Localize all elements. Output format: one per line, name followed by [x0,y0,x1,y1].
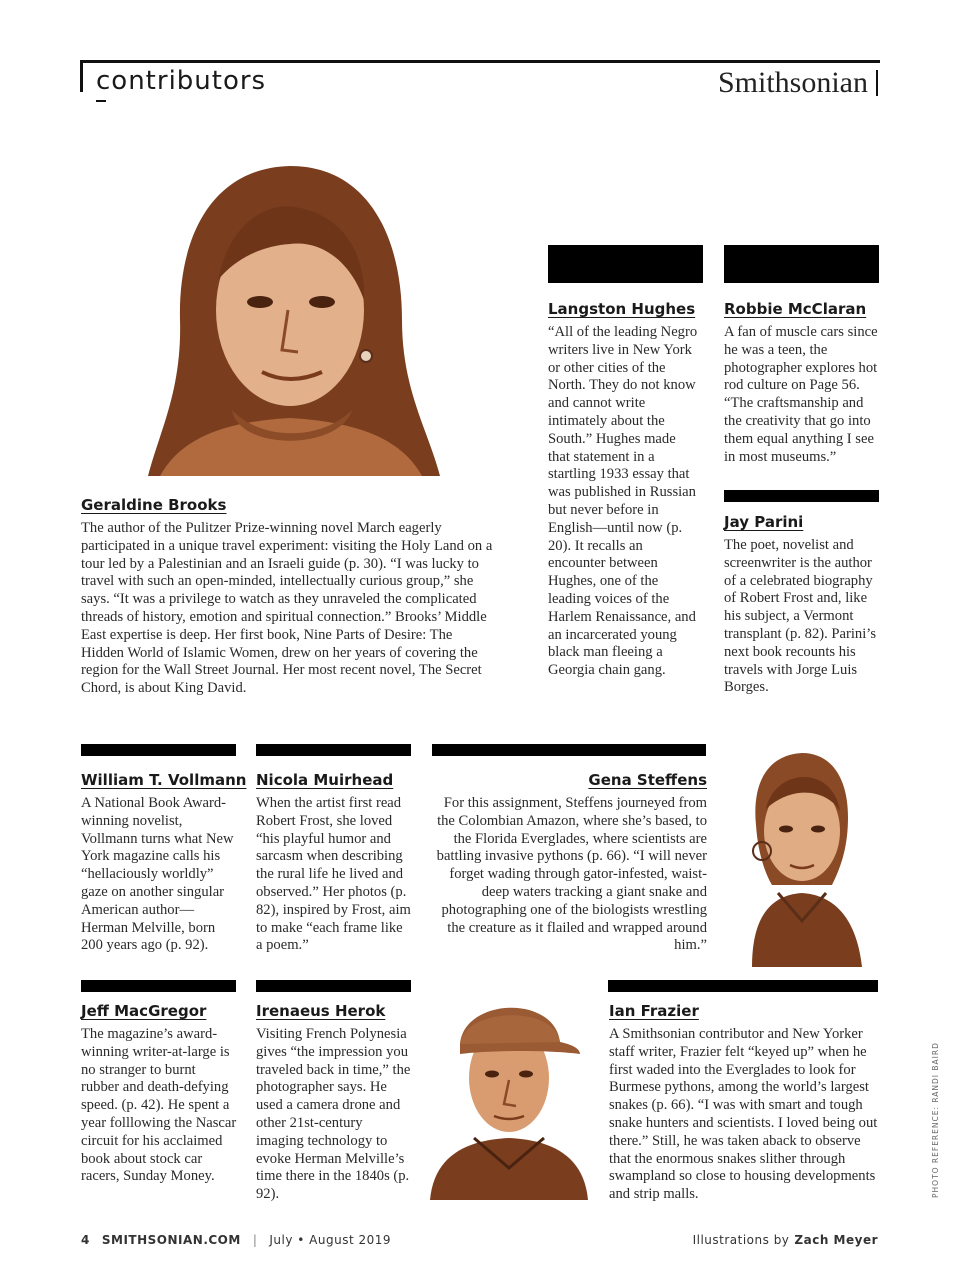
contributor-name: Jeff MacGregor [81,1002,207,1020]
contributor-william-vollmann [81,771,247,955]
section-title: contributors [96,66,267,96]
contributor-name: Geraldine Brooks [81,496,227,514]
contributor-gena-steffens [430,771,707,955]
contributor-bio: A fan of muscle cars since he was a teen, the photographer explores hot rod culture on Page 56. “The craftsmanship and the creativity that go into them equal anything I see in most museums.” [724,324,878,465]
issue-date: July • August 2019 [269,1233,392,1247]
contributor-robbie-mcclaran [724,300,884,466]
contributor-name: Irenaeus Herok [256,1002,386,1020]
contributor-bio: A Smithsonian contributor and New Yorker staff writer, Frazier felt “keyed up” when he first waded into the Everglades to look for Burmese pythons, among the world’s largest snakes (p. 66). “I was with smart and tough snake hunters and scientists. I loved being out there.” Still, he was taken aback to observe that the enormous snakes slither through swampland so close to housing developments and strip malls. [609,1026,878,1203]
contributor-bio: A National Book Award-winning novelist, Vollmann turns what New York magazine calls his “hellaciously worldly” gaze on another singular American author—Herman Melville, born 200 years ago (p. 92). [81,795,234,954]
redaction-bar [724,490,879,502]
contributor-nicola-muirhead [256,771,412,955]
header-left-tick [80,60,83,92]
contributor-irenaeus-herok [256,1002,412,1204]
site-link[interactable]: SMITHSONIAN.COM [101,1233,241,1247]
redaction-bar [81,744,236,756]
illustrations-label: Illustrations by [692,1233,790,1247]
redaction-bar [81,980,236,992]
contributor-name: Ian Frazier [609,1002,699,1020]
contributor-geraldine-brooks [81,496,493,698]
contributor-name: William T. Vollmann [81,771,247,789]
redaction-bar [256,744,411,756]
portrait-ian-frazier [430,978,588,1200]
contributor-jay-parini [724,513,884,697]
photo-reference-credit: PHOTO REFERENCE: RANDI BAIRD [931,1042,940,1198]
footer-right [693,1233,878,1247]
redaction-bar [432,744,706,756]
redaction-bar [256,980,411,992]
contributor-langston-hughes [548,300,698,680]
brand-logo: Smithsonian [717,66,868,99]
contributor-name: Nicola Muirhead [256,771,394,789]
contributor-ian-frazier [609,1002,879,1204]
section-title-underline [96,100,106,102]
contributor-bio: “All of the leading Negro writers live in New York or other cities of the North. They do not know and cannot write intimately about the South.” Hughes made that statement in a startling 1933 essay that was published in Russian but never before in English—until now (p. 20). It recalls an encounter between Hughes, one of the leading voices of the Harlem Renaissance, and an incarcerated young black man fleeing a Georgia chain gang. [548,324,698,679]
redaction-bar [548,245,703,283]
brand-right-tick [876,70,878,96]
contributor-bio: For this assignment, Steffens journeyed from the Colombian Amazon, where she’s based, to the Florida Everglades, where scientists are battling invasive pythons (p. 66). “I will never forget wading through gator-infested, waist-deep waters tracking a giant snake and photographing one of the biologists wrestling the creature as it flailed and wrapped around him.” [436,795,707,954]
contributor-jeff-macgregor [81,1002,237,1186]
redaction-bar [724,245,879,283]
contributor-name: Jay Parini [724,513,804,531]
footer-separator: | [252,1233,258,1247]
contributor-bio: Visiting French Polynesia gives “the impression you traveled back in time,” the photographer says. He used a camera drone and other 21st-century imaging technology to evoke Herman Melville’s time there in the 1840s (p. 92). [256,1026,411,1203]
header-rule [80,60,880,63]
footer-left [81,1233,391,1247]
portrait-gena-steffens [722,745,882,967]
illustrator-name: Zach Meyer [794,1233,878,1247]
contributor-bio: When the artist first read Robert Frost, she loved “his playful humor and sarcasm when describing the rural life he lived and observed.” Her photos (p. 82), inspired by Frost, aim to make “each frame like a poem.” [256,795,411,954]
portrait-geraldine-brooks [140,160,440,478]
contributor-name: Langston Hughes [548,300,696,318]
contributor-bio: The poet, novelist and screenwriter is the author of a celebrated biography of Robert Frost and, like his subject, a Vermont transplant (p. 82). Parini’s next book recounts his travels with Jorge Luis Borges. [724,537,876,696]
redaction-bar [608,980,878,992]
contributor-name: Gena Steffens [588,771,707,789]
contributor-bio: The magazine’s award-winning writer-at-large is no stranger to burnt rubber and death-defying speed. (p. 42). He spent a year folllowing the Nascar circuit for his acclaimed book about stock car racers, Sunday Money. [81,1026,237,1185]
page-number: 4 [81,1233,90,1247]
contributor-name: Robbie McClaran [724,300,867,318]
contributor-bio: The author of the Pulitzer Prize-winning novel March eagerly participated in a unique travel experiment: visiting the Holy Land on a tour led by a Palestinian and an Israeli guide (p. 30). “I was lucky to travel with such an open-minded, intellectually curious group,” she says. “It was a privilege to watch as they unraveled the complicated threads of history, emotion and spiritual connection.” Brooks’ Middle East expertise is deep. Her first book, Nine Parts of Desire: The Hidden World of Islamic Women, drew on her years of covering the region for the Wall Street Journal. Her most recent novel, The Secret Chord, is about King David. [81,520,493,697]
